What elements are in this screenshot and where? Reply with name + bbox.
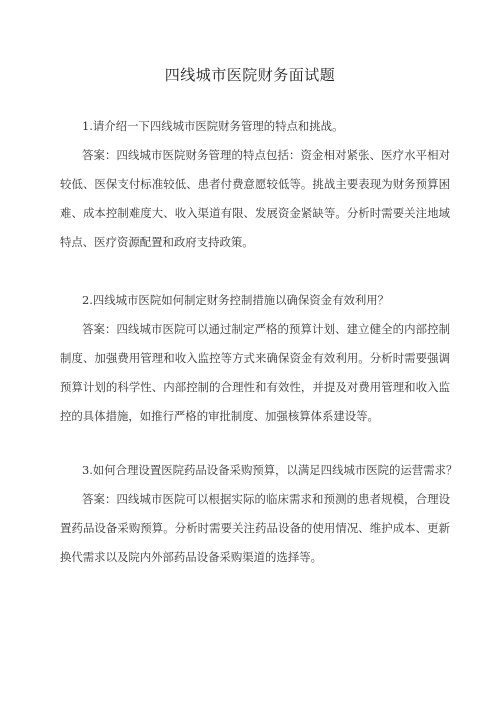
answer-2: 答案：四线城市医院可以通过制定严格的预算计划、建立健全的内部控制制度、加强费用管理和收入监控等方式来确保资金有效利用。分析时需要强调预算计划的科学性、内部控制的合理性和有效性，并提及对费用管理和收入监控的具体措施，如推行严格的审批制度、加强核算体系建设等。 — [60, 322, 450, 423]
question-1: 1.请介绍一下四线城市医院财务管理的特点和挑战。 — [82, 119, 344, 133]
answer-3: 答案：四线城市医院可以根据实际的临床需求和预测的患者规模，合理设置药品设备采购预算。分析时需要关注药品设备的使用情况、维护成本、更新换代需求以及院内外部药品设备采购渠道的选择等。 — [60, 492, 450, 564]
qa-item-1 — [60, 112, 450, 257]
question-2: 2.四线城市医院如何制定财务控制措施以确保资金有效利用？ — [82, 293, 390, 307]
qa-item-3 — [60, 456, 458, 572]
answer-1: 答案：四线城市医院财务管理的特点包括：资金相对紧张、医疗水平相对较低、医保支付标准较低、患者付费意愿较低等。挑战主要表现为财务预算困难、成本控制难度大、收入渠道有限、发展资金紧缺等。分析时需要关注地域特点、医疗资源配置和政府支持政策。 — [60, 148, 450, 249]
qa-item-2 — [60, 286, 450, 431]
document-title: 四线城市医院财务面试题 — [164, 66, 336, 84]
question-3: 3.如何合理设置医院药品设备采购预算，以满足四线城市医院的运营需求？ — [82, 463, 458, 477]
